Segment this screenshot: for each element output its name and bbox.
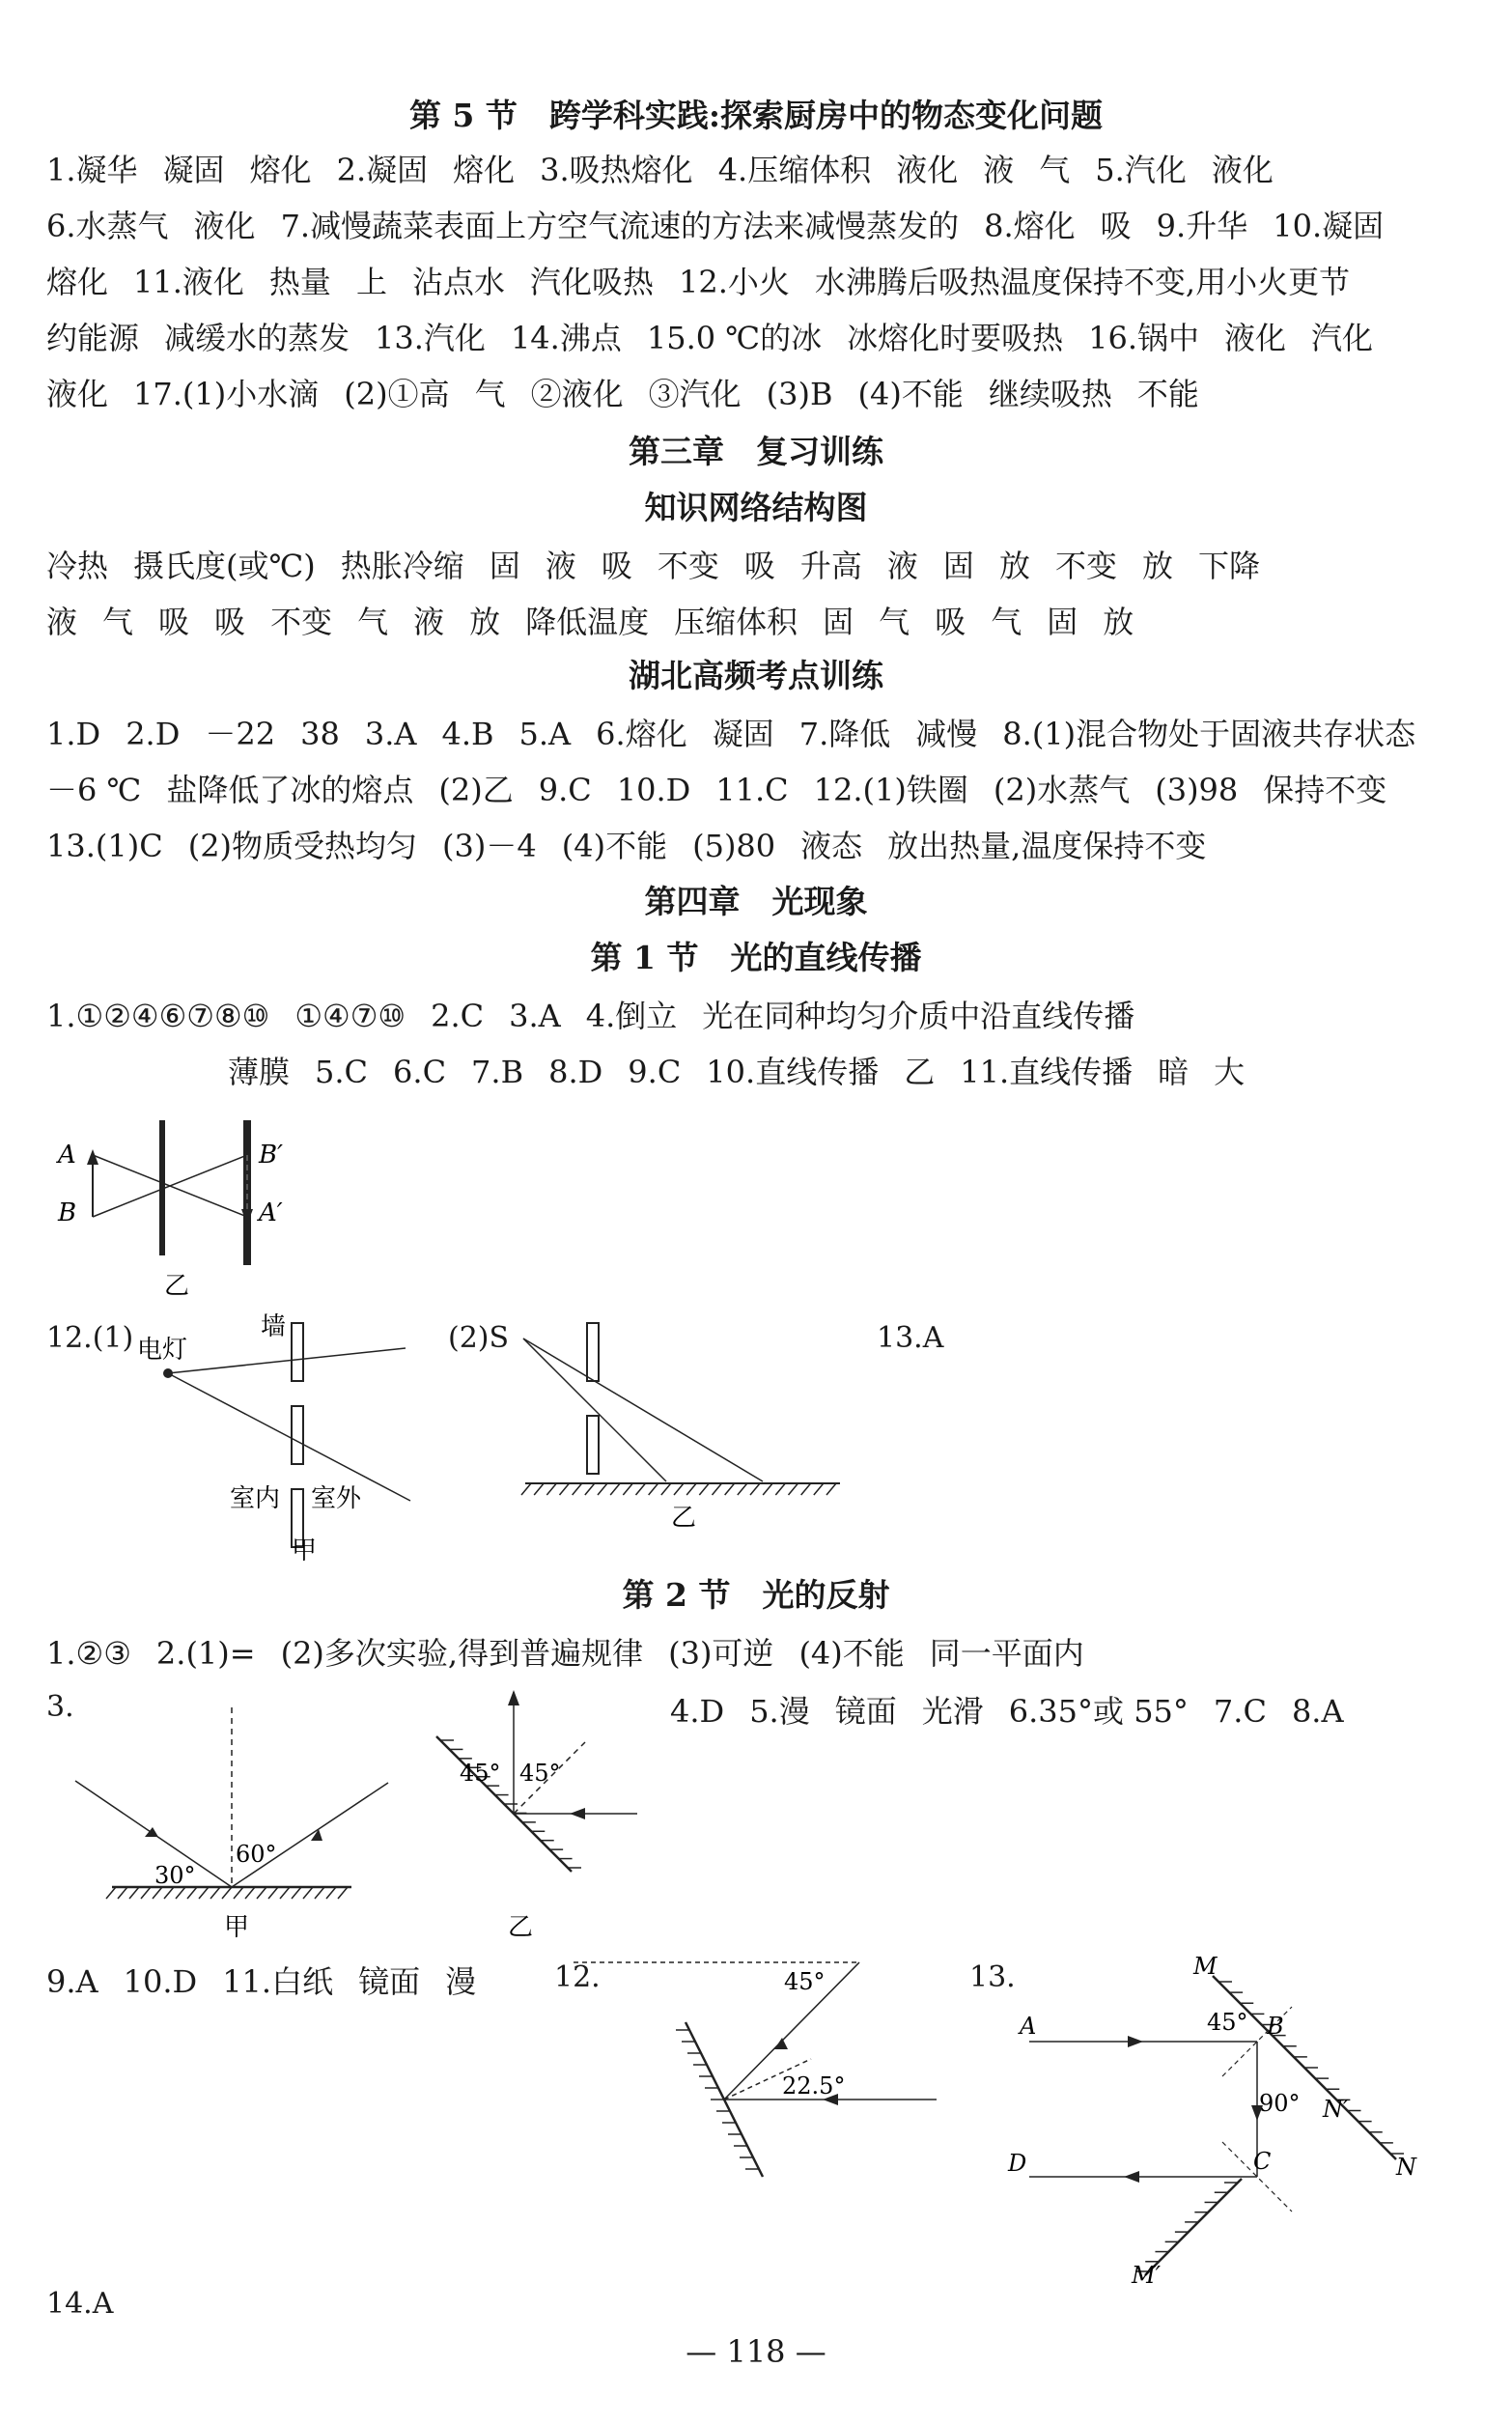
figure-caption: 乙 <box>671 1504 697 1532</box>
answer-item: 11.直线传播 <box>960 1054 1134 1090</box>
answer-item: 凝固 <box>162 152 225 188</box>
answer-item: 6.C <box>393 1054 447 1090</box>
answer-item: 14.沸点 <box>510 320 622 356</box>
answer-item: 减缓水的蒸发 <box>164 320 350 356</box>
answer-item: 38 <box>300 716 340 752</box>
answer-item: 液化 <box>896 152 959 188</box>
answer-item: 乙 <box>904 1054 936 1090</box>
answer-item: 汽化吸热 <box>529 264 654 300</box>
page-number: — 118 — <box>686 2333 826 2370</box>
hatch-mark <box>763 1483 772 1495</box>
hatch-mark <box>222 1887 232 1899</box>
answer-item: 凝固 <box>712 716 774 752</box>
answer-item: 镜面 <box>834 1693 897 1730</box>
question-number: 12. <box>554 1960 601 1994</box>
double-mirror-figure <box>1000 1957 1444 2285</box>
answer-item: 15.0 ℃的冰 <box>646 320 823 356</box>
answer-item: 4.D <box>670 1693 725 1730</box>
hatch-mark <box>636 1483 646 1495</box>
answer-line <box>46 371 1466 417</box>
answer-item: (4)不能 <box>561 828 668 864</box>
answer-item: 11.C <box>715 772 789 808</box>
answer-item: 吸 <box>935 604 966 640</box>
hatch-mark <box>280 1887 290 1899</box>
answer-line <box>46 767 1466 813</box>
answer-item: 固 <box>942 548 974 584</box>
question-number: 13. <box>969 1960 1016 1994</box>
label-n-prime: N′ <box>1323 2096 1349 2123</box>
hatch-mark <box>210 1887 220 1899</box>
answer-line <box>46 599 1466 645</box>
chapter-title: 第三章 复习训练 <box>629 433 883 470</box>
arrow-head <box>241 1209 253 1225</box>
answer-line <box>46 711 1466 757</box>
hatch-mark <box>573 1483 582 1495</box>
ground-hatch <box>521 1483 836 1495</box>
label-n: N <box>1396 2154 1416 2181</box>
answer-item: 液化 <box>193 208 256 244</box>
answer-line <box>228 1049 1512 1095</box>
answer-item: 镜面 <box>358 1963 421 2000</box>
answer-item: 吸 <box>214 604 246 640</box>
answer-item: 液化 <box>46 376 109 412</box>
hatch-mark <box>610 1483 620 1495</box>
answer-item: (4)不能 <box>798 1635 905 1672</box>
hatch-mark <box>245 1887 255 1899</box>
answer-item: 放出热量,温度保持不变 <box>887 828 1207 864</box>
answer-line <box>670 1688 1487 1734</box>
wall-middle <box>292 1406 303 1464</box>
answer-item: 固 <box>489 548 520 584</box>
hatch-mark <box>129 1887 139 1899</box>
label-m-prime: M′ <box>1132 2262 1162 2285</box>
mirror-hatch <box>106 1887 348 1899</box>
mirror-angle-figure <box>570 1955 956 2206</box>
hatch-mark <box>801 1483 811 1495</box>
answer-item: 漫 <box>445 1963 477 2000</box>
answer-item: 热胀冷缩 <box>340 548 464 584</box>
answer-item: (3)可逆 <box>668 1635 774 1672</box>
answer-item: 吸 <box>158 604 190 640</box>
answer-item: ③汽化 <box>648 376 742 412</box>
hatch-mark <box>814 1483 824 1495</box>
hatch-mark <box>674 1483 684 1495</box>
answer-item: 吸 <box>1100 208 1132 244</box>
answer-item: 液 <box>545 548 576 584</box>
answer-item: 冰熔化时要吸热 <box>847 320 1064 356</box>
answer-item: 10.D <box>616 772 691 808</box>
hatch-mark <box>234 1887 243 1899</box>
figure-caption: 乙 <box>164 1272 190 1301</box>
answer-item: ①④⑦⑩ <box>294 998 406 1034</box>
answer-item: 9.C <box>628 1054 682 1090</box>
answer-item: 液 <box>46 604 78 640</box>
answer-item: 液化 <box>1224 320 1287 356</box>
answer-item: 熔化 <box>249 152 312 188</box>
answer-line <box>46 993 1466 1039</box>
answer-item: 同一平面内 <box>929 1635 1084 1672</box>
figure-caption: 甲 <box>292 1536 318 1564</box>
answer-item: 5.A <box>518 716 572 752</box>
hatch-mark <box>546 1483 556 1495</box>
answer-text: 13.A <box>877 1321 944 1355</box>
answer-item: 放 <box>1141 548 1173 584</box>
angle-label: 45° <box>460 1760 501 1787</box>
outdoor-label: 室外 <box>311 1484 362 1513</box>
reflection-figure <box>66 1707 394 1939</box>
angle-label: 22.5° <box>782 2072 846 2100</box>
angle-label: 45° <box>519 1760 561 1787</box>
answer-item: 熔化 <box>46 264 109 300</box>
answer-item: 水沸腾后吸热温度保持不变,用小火更节 <box>814 264 1351 300</box>
answer-item: 液 <box>983 152 1015 188</box>
answer-line <box>46 543 1466 589</box>
label-a: A <box>58 1141 76 1170</box>
indoor-label: 室内 <box>230 1484 281 1513</box>
answer-item: 薄膜 <box>228 1054 291 1090</box>
answer-item: (4)不能 <box>857 376 964 412</box>
answer-item: 固 <box>1047 604 1078 640</box>
answer-item: 11.液化 <box>133 264 244 300</box>
answer-item: 暗 <box>1158 1054 1190 1090</box>
answer-item: 10.D <box>123 1963 198 2000</box>
answer-item: 压缩体积 <box>674 604 798 640</box>
answer-item: 热量 <box>268 264 331 300</box>
hatch-mark <box>106 1887 116 1899</box>
answer-item: (2)物质受热均匀 <box>187 828 418 864</box>
hatch-mark <box>649 1483 658 1495</box>
answer-item: 吸 <box>601 548 632 584</box>
answer-item: 8.熔化 <box>984 208 1076 244</box>
answer-item: 放 <box>1103 604 1134 640</box>
light-ray <box>523 1339 666 1481</box>
angle-label: 45° <box>784 1968 826 1995</box>
hatch-mark <box>303 1887 313 1899</box>
answer-item: 11.白纸 <box>222 1963 334 2000</box>
arrow-head <box>570 1808 585 1819</box>
answer-item: 吸 <box>743 548 775 584</box>
answer-item: 9.C <box>538 772 592 808</box>
wall-top <box>292 1323 303 1381</box>
pinhole-figure <box>46 1120 336 1304</box>
question-number: 3. <box>46 1690 74 1724</box>
answer-item: 8.(1)混合物处于固液共存状态 <box>1002 716 1416 752</box>
answer-item: 气 <box>357 604 389 640</box>
answer-line <box>46 147 1466 193</box>
lamp-wall-figure <box>126 1313 434 1564</box>
answer-item: 继续吸热 <box>988 376 1112 412</box>
answer-item: 熔化 <box>453 152 516 188</box>
answer-item: 气 <box>102 604 134 640</box>
answer-item: (3)－4 <box>442 828 537 864</box>
mirror-m-prime <box>1145 2179 1242 2275</box>
answer-item: 1.①②④⑥⑦⑧⑩ <box>46 998 270 1034</box>
wall-bottom <box>587 1416 599 1474</box>
answer-item: 3.A <box>509 998 561 1034</box>
page-number-value: 118 <box>726 2333 786 2370</box>
answer-item: 降低温度 <box>525 604 650 640</box>
hatch-mark <box>257 1887 266 1899</box>
hatch-mark <box>118 1887 127 1899</box>
label-c: C <box>1253 2148 1272 2175</box>
hatch-mark <box>699 1483 709 1495</box>
answer-item: 保持不变 <box>1263 772 1387 808</box>
chapter-title: 第四章 光现象 <box>644 883 868 920</box>
hatch-mark <box>661 1483 671 1495</box>
answer-item: 1.凝华 <box>46 152 138 188</box>
answer-item: 冷热 <box>46 548 109 584</box>
answer-item: 12.小火 <box>678 264 790 300</box>
answer-item: 气 <box>1039 152 1071 188</box>
hatch-mark <box>338 1887 348 1899</box>
answer-item: 气 <box>474 376 506 412</box>
answer-item: 8.D <box>548 1054 603 1090</box>
answer-item: (2)乙 <box>438 772 514 808</box>
arrow-head <box>1128 2036 1143 2047</box>
section-title: 第 5 节 跨学科实践:探索厨房中的物态变化问题 <box>408 97 1104 134</box>
hatch-mark <box>326 1887 336 1899</box>
hatch-mark <box>199 1887 209 1899</box>
answer-item: 固 <box>823 604 854 640</box>
hatch-mark <box>725 1483 735 1495</box>
answer-item: 气 <box>879 604 910 640</box>
light-ray <box>168 1373 410 1501</box>
answer-item: (3)98 <box>1155 772 1239 808</box>
section-title: 第 1 节 光的直线传播 <box>590 939 922 976</box>
answer-item: 3.吸热熔化 <box>540 152 693 188</box>
label-a-prime: A′ <box>259 1198 283 1227</box>
answer-item: 7.降低 <box>798 716 891 752</box>
answer-item: 不能 <box>1136 376 1199 412</box>
answer-item: 放 <box>469 604 501 640</box>
answer-item: 7.B <box>471 1054 524 1090</box>
answer-item: 4.压缩体积 <box>717 152 872 188</box>
hatch-mark <box>750 1483 760 1495</box>
answer-item: 1.②③ <box>46 1635 131 1672</box>
answer-item: 约能源 <box>46 320 140 356</box>
answer-item: 10.直线传播 <box>706 1054 880 1090</box>
answer-item: (2)多次实验,得到普遍规律 <box>280 1635 644 1672</box>
answer-line <box>46 203 1466 249</box>
answer-item: 9.升华 <box>1156 208 1248 244</box>
answer-item: 16.锅中 <box>1088 320 1199 356</box>
answer-item: 7.C <box>1213 1693 1267 1730</box>
answer-item: 7.减慢蔬菜表面上方空气流速的方法来减慢蒸发的 <box>280 208 960 244</box>
answer-item: 减慢 <box>915 716 978 752</box>
answer-item: 不变 <box>270 604 333 640</box>
label-a: A <box>1020 2013 1037 2040</box>
label-d: D <box>1008 2150 1027 2177</box>
answer-item: (2)①高 <box>344 376 450 412</box>
question-label: (2)S <box>448 1321 510 1355</box>
hatch-mark <box>789 1483 798 1495</box>
answer-item: 液态 <box>800 828 863 864</box>
answer-item: 5.汽化 <box>1095 152 1187 188</box>
reflection-figure <box>425 1690 657 1941</box>
answer-item: 4.B <box>441 716 494 752</box>
answer-item: 液 <box>886 548 918 584</box>
answer-item: 5.漫 <box>749 1693 810 1730</box>
hatch-mark <box>585 1483 595 1495</box>
arrow-head <box>508 1690 519 1705</box>
arrow-head <box>774 2038 788 2049</box>
subsection-title: 知识网络结构图 <box>644 489 868 526</box>
answer-item: 6.35°或 55° <box>1008 1693 1189 1730</box>
section-title: 第 2 节 光的反射 <box>622 1576 890 1614</box>
answer-item: 液 <box>413 604 445 640</box>
answer-item: －6 ℃ <box>46 772 142 808</box>
answer-item: (2)水蒸气 <box>993 772 1131 808</box>
answer-item: 2.凝固 <box>336 152 429 188</box>
answer-line <box>46 1630 1487 1677</box>
hatch-mark <box>738 1483 747 1495</box>
answer-item: 上 <box>355 264 387 300</box>
label-b-prime: B′ <box>259 1141 284 1170</box>
shadow-figure <box>512 1319 859 1532</box>
answer-line <box>46 259 1466 305</box>
light-ray <box>523 1339 763 1481</box>
answer-item: 6.水蒸气 <box>46 208 169 244</box>
hatch-mark <box>775 1483 785 1495</box>
answer-item: 不变 <box>1054 548 1117 584</box>
answer-item: 10.凝固 <box>1273 208 1385 244</box>
hatch-mark <box>560 1483 570 1495</box>
answer-item: 汽化 <box>1311 320 1374 356</box>
answer-text: 14.A <box>46 2287 114 2321</box>
label-b: B <box>58 1198 77 1227</box>
hatch-mark <box>623 1483 632 1495</box>
answer-item: 下降 <box>1197 548 1260 584</box>
label-m: M <box>1193 1957 1218 1980</box>
answer-item: 9.A <box>46 1963 98 2000</box>
answer-item: 不变 <box>657 548 719 584</box>
answer-item: 大 <box>1214 1054 1246 1090</box>
answer-item: 2.(1)= <box>155 1635 256 1672</box>
wall-top <box>587 1323 599 1381</box>
answer-item: 盐降低了冰的熔点 <box>166 772 414 808</box>
answer-item: 1.D <box>46 716 101 752</box>
answer-item: 2.C <box>431 998 485 1034</box>
figure-caption: 甲 <box>224 1913 250 1939</box>
answer-line <box>46 315 1466 361</box>
answer-item: 摄氏度(或℃) <box>133 548 316 584</box>
angle-label: 90° <box>1259 2090 1301 2117</box>
answer-item: 升高 <box>799 548 862 584</box>
answer-item: 光滑 <box>921 1693 984 1730</box>
hatch-mark <box>315 1887 324 1899</box>
answer-item: 沾点水 <box>411 264 505 300</box>
answer-item: －22 <box>205 716 276 752</box>
answer-item: 液化 <box>1211 152 1274 188</box>
hatch-mark <box>534 1483 544 1495</box>
wall-label: 墙 <box>261 1313 287 1341</box>
answer-item: 13.(1)C <box>46 828 163 864</box>
hatch-mark <box>521 1483 531 1495</box>
reflected-ray <box>232 1783 388 1887</box>
answer-item: 4.倒立 <box>585 998 678 1034</box>
angle-label: 60° <box>236 1841 277 1868</box>
answer-item: 光在同种均匀介质中沿直线传播 <box>702 998 1135 1034</box>
answer-item: 6.熔化 <box>596 716 687 752</box>
label-b: B <box>1267 2013 1284 2040</box>
answer-item: 12.(1)铁圈 <box>813 772 968 808</box>
subsection-title: 湖北高频考点训练 <box>629 657 883 694</box>
answer-item: 3.A <box>364 716 417 752</box>
angle-label: 45° <box>1207 2009 1248 2036</box>
hatch-mark <box>598 1483 607 1495</box>
hatch-mark <box>686 1483 696 1495</box>
lamp-label: 电灯 <box>137 1336 188 1365</box>
hatch-mark <box>713 1483 722 1495</box>
arrow-head <box>1124 2171 1139 2183</box>
hatch-mark <box>268 1887 278 1899</box>
answer-item: 5.C <box>315 1054 369 1090</box>
light-ray <box>168 1348 406 1373</box>
answer-item: 8.A <box>1291 1693 1344 1730</box>
answer-item: 13.汽化 <box>375 320 486 356</box>
answer-line <box>46 823 1466 869</box>
answer-item: 放 <box>998 548 1030 584</box>
answer-item: (5)80 <box>692 828 776 864</box>
answer-item: ②液化 <box>530 376 624 412</box>
question-number: 12.(1) <box>46 1321 134 1355</box>
figure-caption: 乙 <box>508 1913 534 1941</box>
hatch-mark <box>826 1483 836 1495</box>
answer-item: 气 <box>991 604 1022 640</box>
answer-item: 17.(1)小水滴 <box>133 376 320 412</box>
answer-item: (3)B <box>766 376 833 412</box>
answer-item: 2.D <box>126 716 181 752</box>
hatch-mark <box>141 1887 151 1899</box>
angle-label: 30° <box>154 1862 196 1889</box>
hatch-mark <box>292 1887 301 1899</box>
